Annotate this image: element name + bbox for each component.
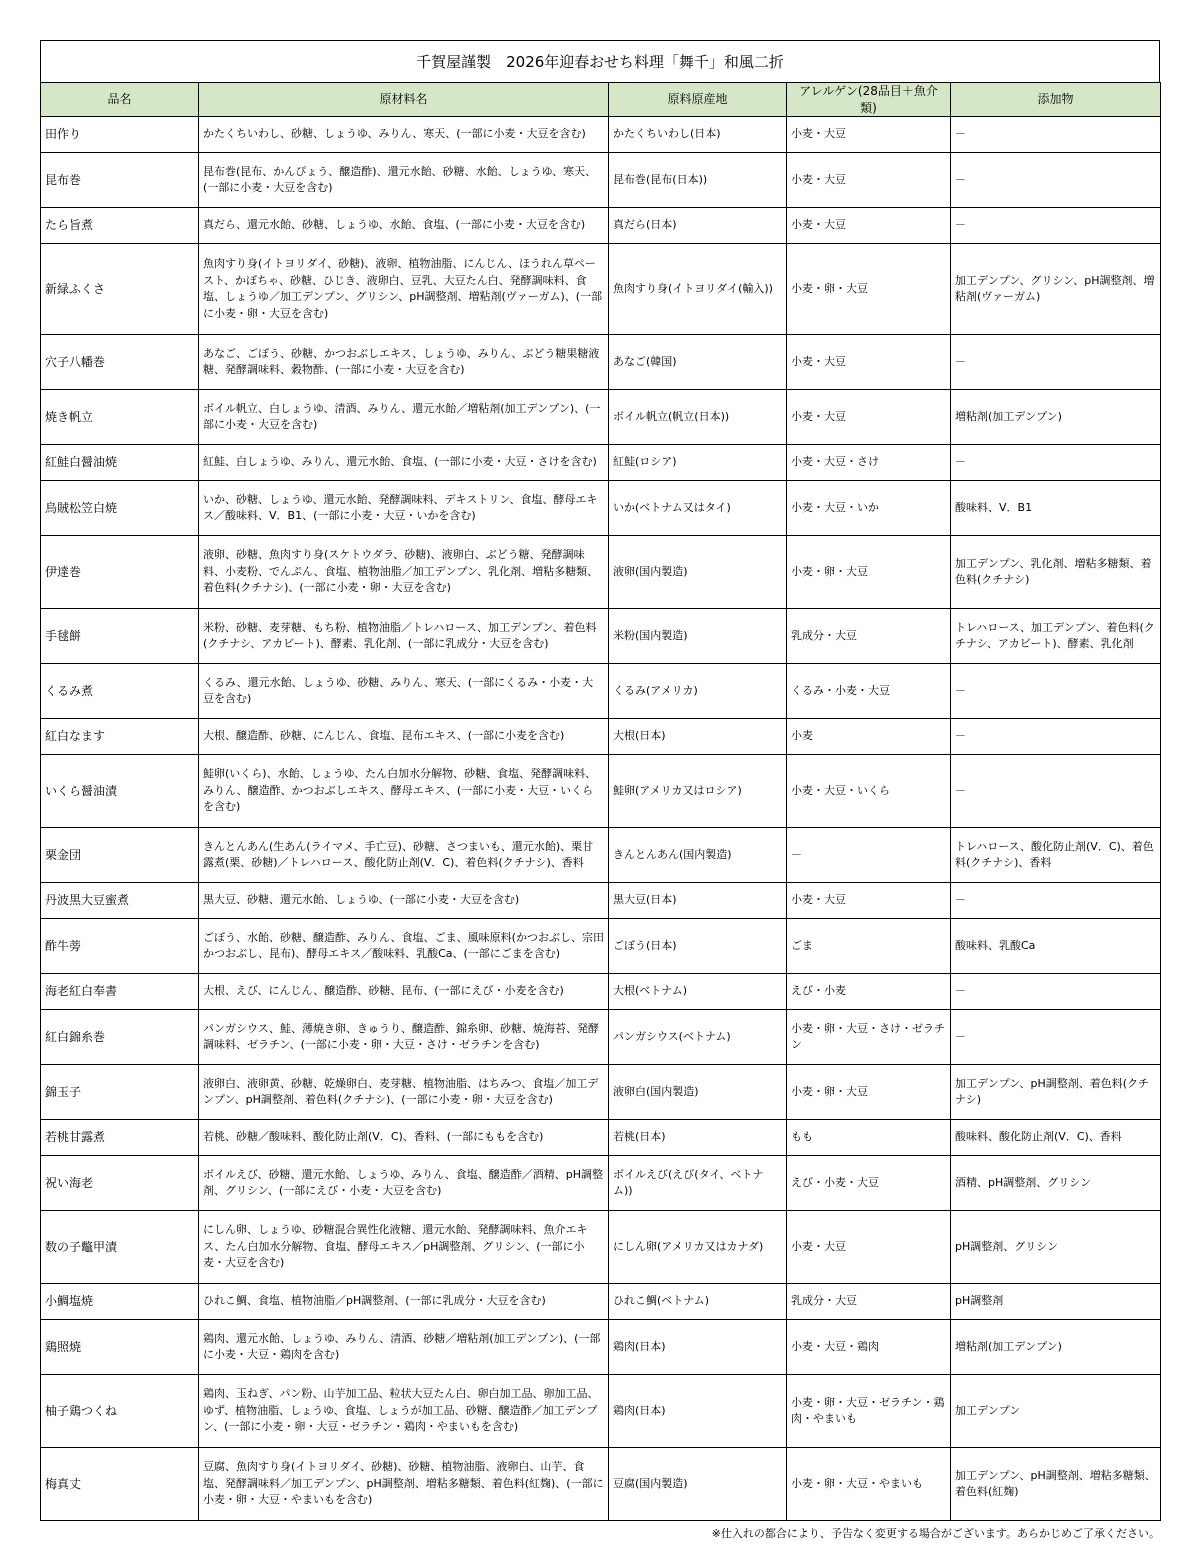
cell-name: 数の子鼈甲漬 [41,1211,199,1284]
cell-name: 昆布巻 [41,153,199,208]
table-row [41,755,1161,828]
cell-additives: 増粘剤(加工デンプン) [951,390,1161,445]
table-row [41,919,1161,974]
cell-allergens: 小麦 [787,719,951,755]
cell-additives: － [951,153,1161,208]
cell-allergens: えび・小麦・大豆 [787,1156,951,1211]
table-row [41,117,1161,153]
table-row [41,828,1161,883]
table-row [41,1448,1161,1521]
cell-origin: ボイル帆立(帆立(日本)) [609,390,787,445]
cell-origin: 鶏肉(日本) [609,1320,787,1375]
table-row [41,244,1161,335]
table-row [41,609,1161,664]
cell-name: 焼き帆立 [41,390,199,445]
cell-name: くるみ煮 [41,664,199,719]
cell-additives: pH調整剤、グリシン [951,1211,1161,1284]
cell-additives: トレハロース、加工デンプン、着色料(クチナシ、アカビート)、酵素、乳化剤 [951,609,1161,664]
cell-allergens: － [787,828,951,883]
cell-additives: － [951,719,1161,755]
cell-ingredients: 昆布巻(昆布、かんぴょう、醸造酢)、還元水飴、砂糖、水飴、しょうゆ、寒天、(一部に小麦・大豆を含む) [199,153,609,208]
cell-ingredients: 液卵、砂糖、魚肉すり身(スケトウダラ、砂糖)、液卵白、ぶどう糖、発酵調味料、小麦粉、でんぷん、食塩、植物油脂／加工デンプン、乳化剤、増粘多糖類、着色料(クチナシ)、(一部に小麦・卵・大豆を含む) [199,536,609,609]
cell-additives: 加工デンプン、乳化剤、増粘多糖類、着色料(クチナシ) [951,536,1161,609]
cell-ingredients: くるみ、還元水飴、しょうゆ、砂糖、みりん、寒天、(一部にくるみ・小麦・大豆を含む) [199,664,609,719]
cell-ingredients: ごぼう、水飴、砂糖、醸造酢、みりん、食塩、ごま、風味原料(かつおぶし、宗田かつおぶし、昆布)、酵母エキス／酸味料、乳酸Ca、(一部にごまを含む) [199,919,609,974]
cell-name: 錦玉子 [41,1065,199,1120]
cell-ingredients: 若桃、砂糖／酸味料、酸化防止剤(V．C)、香料、(一部にももを含む) [199,1120,609,1156]
cell-additives: － [951,664,1161,719]
cell-name: 紅鮭白醤油焼 [41,445,199,481]
table-row [41,208,1161,244]
cell-origin: ごぼう(日本) [609,919,787,974]
table-row [41,335,1161,390]
cell-origin: くるみ(アメリカ) [609,664,787,719]
cell-ingredients: あなご、ごぼう、砂糖、かつおぶしエキス、しょうゆ、みりん、ぶどう糖果糖液糖、発酵調味料、穀物酢、(一部に小麦・大豆を含む) [199,335,609,390]
cell-allergens: 小麦・卵・大豆・ゼラチン・鶏肉・やまいも [787,1375,951,1448]
cell-additives: トレハロース、酸化防止剤(V．C)、着色料(クチナシ)、香料 [951,828,1161,883]
cell-origin: 豆腐(国内製造) [609,1448,787,1521]
cell-allergens: 小麦・大豆 [787,390,951,445]
cell-name: 穴子八幡巻 [41,335,199,390]
cell-ingredients: 真だら、還元水飴、砂糖、しょうゆ、水飴、食塩、(一部に小麦・大豆を含む) [199,208,609,244]
table-row [41,883,1161,919]
cell-additives: 酸味料、酸化防止剤(V．C)、香料 [951,1120,1161,1156]
table-row [41,1120,1161,1156]
cell-ingredients: きんとんあん(生あん(ライマメ、手亡豆)、砂糖、さつまいも、還元水飴)、栗甘露煮(栗、砂糖)／トレハロース、酸化防止剤(V．C)、着色料(クチナシ)、香料 [199,828,609,883]
cell-origin: パンガシウス(ベトナム) [609,1010,787,1065]
cell-name: 烏賊松笠白焼 [41,481,199,536]
cell-additives: 酒精、pH調整剤、グリシン [951,1156,1161,1211]
cell-allergens: 小麦・大豆 [787,117,951,153]
cell-allergens: 小麦・大豆・さけ [787,445,951,481]
cell-name: いくら醤油漬 [41,755,199,828]
footnote: ※仕入れの都合により、予告なく変更する場合がございます。あらかじめご了承ください。 [711,1527,1160,1540]
cell-ingredients: 鮭卵(いくら)、水飴、しょうゆ、たん白加水分解物、砂糖、食塩、発酵調味料、みりん、醸造酢、かつおぶしエキス、酵母エキス、(一部に小麦・大豆・いくらを含む) [199,755,609,828]
cell-allergens: 小麦・卵・大豆・やまいも [787,1448,951,1521]
cell-ingredients: かたくちいわし、砂糖、しょうゆ、みりん、寒天、(一部に小麦・大豆を含む) [199,117,609,153]
table-row [41,1375,1161,1448]
cell-ingredients: 魚肉すり身(イトヨリダイ、砂糖)、液卵、植物油脂、にんじん、ほうれん草ペースト、かぼちゃ、砂糖、ひじき、液卵白、豆乳、大豆たん白、発酵調味料、食塩、しょうゆ／加工デンプン、グリシン、pH調整剤、増粘剤(ヴァーガム)、(一部に小麦・卵・大豆を含む) [199,244,609,335]
cell-allergens: 小麦・大豆 [787,208,951,244]
cell-allergens: 小麦・大豆 [787,335,951,390]
cell-additives: － [951,883,1161,919]
cell-origin: 真だら(日本) [609,208,787,244]
cell-allergens: 乳成分・大豆 [787,609,951,664]
cell-allergens: もも [787,1120,951,1156]
cell-origin: 大根(ベトナム) [609,974,787,1010]
cell-origin: 鶏肉(日本) [609,1375,787,1448]
cell-origin: かたくちいわし(日本) [609,117,787,153]
table-row [41,974,1161,1010]
cell-origin: ひれこ鯛(ベトナム) [609,1284,787,1320]
cell-name: 若桃甘露煮 [41,1120,199,1156]
header-row [41,83,1161,117]
table-row [41,1156,1161,1211]
cell-name: 伊達巻 [41,536,199,609]
table-row [41,445,1161,481]
allergen-sheet [40,40,1160,1540]
header-ingredients: 原材料名 [199,83,609,117]
table-row [41,536,1161,609]
cell-origin: 紅鮭(ロシア) [609,445,787,481]
cell-ingredients: 鶏肉、還元水飴、しょうゆ、みりん、清酒、砂糖／増粘剤(加工デンプン)、(一部に小麦・大豆・鶏肉を含む) [199,1320,609,1375]
cell-additives: 加工デンプン、pH調整剤、増粘多糖類、着色料(紅麹) [951,1448,1161,1521]
cell-origin: きんとんあん(国内製造) [609,828,787,883]
ingredients-table [40,82,1161,1521]
table-row [41,1284,1161,1320]
cell-additives: 加工デンプン、pH調整剤、着色料(クチナシ) [951,1065,1161,1120]
cell-allergens: 小麦・大豆 [787,1211,951,1284]
cell-additives: － [951,335,1161,390]
cell-name: たら旨煮 [41,208,199,244]
cell-allergens: ごま [787,919,951,974]
cell-additives: － [951,445,1161,481]
cell-additives: pH調整剤 [951,1284,1161,1320]
cell-origin: 米粉(国内製造) [609,609,787,664]
cell-ingredients: 大根、えび、にんじん、醸造酢、砂糖、昆布、(一部にえび・小麦を含む) [199,974,609,1010]
cell-name: 丹波黒大豆蜜煮 [41,883,199,919]
cell-allergens: 小麦・大豆・鶏肉 [787,1320,951,1375]
table-row [41,1320,1161,1375]
cell-ingredients: 鶏肉、玉ねぎ、パン粉、山芋加工品、粒状大豆たん白、卵白加工品、卵加工品、ゆず、植物油脂、しょうゆ、食塩、しょうが加工品、砂糖、醸造酢／加工デンプン、(一部に小麦・卵・大豆・ゼラチン・鶏肉・やまいもを含む) [199,1375,609,1448]
cell-origin: 黒大豆(日本) [609,883,787,919]
cell-name: 田作り [41,117,199,153]
cell-ingredients: パンガシウス、鮭、薄焼き卵、きゅうり、醸造酢、錦糸卵、砂糖、焼海苔、発酵調味料、ゼラチン、(一部に小麦・卵・大豆・さけ・ゼラチンを含む) [199,1010,609,1065]
cell-origin: ボイルえび(えび(タイ、ベトナム)) [609,1156,787,1211]
cell-allergens: 小麦・大豆 [787,153,951,208]
cell-ingredients: 大根、醸造酢、砂糖、にんじん、食塩、昆布エキス、(一部に小麦を含む) [199,719,609,755]
cell-origin: 液卵白(国内製造) [609,1065,787,1120]
cell-origin: 昆布巻(昆布(日本)) [609,153,787,208]
cell-name: 酢牛蒡 [41,919,199,974]
cell-additives: 加工デンプン [951,1375,1161,1448]
cell-additives: － [951,1010,1161,1065]
cell-allergens: えび・小麦 [787,974,951,1010]
cell-additives: 酸味料、V．B1 [951,481,1161,536]
cell-name: 海老紅白奉書 [41,974,199,1010]
cell-allergens: 小麦・卵・大豆 [787,244,951,335]
header-origin: 原料原産地 [609,83,787,117]
table-row [41,1065,1161,1120]
cell-ingredients: 黒大豆、砂糖、還元水飴、しょうゆ、(一部に小麦・大豆を含む) [199,883,609,919]
cell-name: 手毬餅 [41,609,199,664]
cell-allergens: 小麦・卵・大豆・さけ・ゼラチン [787,1010,951,1065]
cell-ingredients: ボイルえび、砂糖、還元水飴、しょうゆ、みりん、食塩、醸造酢／酒精、pH調整剤、グリシン、(一部にえび・小麦・大豆を含む) [199,1156,609,1211]
cell-ingredients: 米粉、砂糖、麦芽糖、もち粉、植物油脂／トレハロース、加工デンプン、着色料(クチナシ、アカビート)、酵素、乳化剤、(一部に乳成分・大豆を含む) [199,609,609,664]
cell-origin: 若桃(日本) [609,1120,787,1156]
document-title: 千賀屋謹製 2026年迎春おせち料理「舞千」和風二折 [40,40,1160,82]
table-row [41,390,1161,445]
cell-name: 紅白なます [41,719,199,755]
cell-name: 柚子鶏つくね [41,1375,199,1448]
cell-ingredients: にしん卵、しょうゆ、砂糖混合異性化液糖、還元水飴、発酵調味料、魚介エキス、たん白加水分解物、食塩、酵母エキス／pH調整剤、グリシン、(一部に小麦・大豆を含む) [199,1211,609,1284]
cell-allergens: 乳成分・大豆 [787,1284,951,1320]
cell-additives: － [951,974,1161,1010]
cell-allergens: 小麦・卵・大豆 [787,536,951,609]
table-row [41,719,1161,755]
table-row [41,1211,1161,1284]
cell-origin: にしん卵(アメリカ又はカナダ) [609,1211,787,1284]
table-row [41,664,1161,719]
cell-name: 小鯛塩焼 [41,1284,199,1320]
cell-ingredients: 紅鮭、白しょうゆ、みりん、還元水飴、食塩、(一部に小麦・大豆・さけを含む) [199,445,609,481]
cell-additives: － [951,117,1161,153]
cell-ingredients: ひれこ鯛、食塩、植物油脂／pH調整剤、(一部に乳成分・大豆を含む) [199,1284,609,1320]
cell-additives: － [951,755,1161,828]
cell-origin: 魚肉すり身(イトヨリダイ(輸入)) [609,244,787,335]
cell-additives: － [951,208,1161,244]
cell-ingredients: 豆腐、魚肉すり身(イトヨリダイ、砂糖)、砂糖、植物油脂、液卵白、山芋、食塩、発酵調味料／加工デンプン、pH調整剤、増粘多糖類、着色料(紅麹)、(一部に小麦・卵・大豆・やまいもを含む) [199,1448,609,1521]
cell-name: 鶏照焼 [41,1320,199,1375]
cell-origin: 液卵(国内製造) [609,536,787,609]
cell-additives: 増粘剤(加工デンプン) [951,1320,1161,1375]
cell-origin: いか(ベトナム又はタイ) [609,481,787,536]
cell-name: 祝い海老 [41,1156,199,1211]
header-additives: 添加物 [951,83,1161,117]
cell-additives: 加工デンプン、グリシン、pH調整剤、増粘剤(ヴァーガム) [951,244,1161,335]
cell-name: 栗金団 [41,828,199,883]
cell-origin: あなご(韓国) [609,335,787,390]
cell-allergens: くるみ・小麦・大豆 [787,664,951,719]
cell-ingredients: ボイル帆立、白しょうゆ、清酒、みりん、還元水飴／増粘剤(加工デンプン)、(一部に小麦・大豆を含む) [199,390,609,445]
header-name: 品名 [41,83,199,117]
cell-origin: 大根(日本) [609,719,787,755]
cell-ingredients: 液卵白、液卵黄、砂糖、乾燥卵白、麦芽糖、植物油脂、はちみつ、食塩／加工デンプン、pH調整剤、着色料(クチナシ)、(一部に小麦・卵・大豆を含む) [199,1065,609,1120]
cell-name: 梅真丈 [41,1448,199,1521]
cell-name: 紅白錦糸巻 [41,1010,199,1065]
cell-allergens: 小麦・卵・大豆 [787,1065,951,1120]
cell-allergens: 小麦・大豆・いくら [787,755,951,828]
cell-allergens: 小麦・大豆・いか [787,481,951,536]
cell-ingredients: いか、砂糖、しょうゆ、還元水飴、発酵調味料、デキストリン、食塩、酵母エキス／酸味料、V．B1、(一部に小麦・大豆・いかを含む) [199,481,609,536]
table-row [41,481,1161,536]
table-row [41,1010,1161,1065]
cell-origin: 鮭卵(アメリカ又はロシア) [609,755,787,828]
header-allergens: アレルゲン(28品目＋魚介類) [787,83,951,117]
table-row [41,153,1161,208]
cell-additives: 酸味料、乳酸Ca [951,919,1161,974]
cell-name: 新緑ふくさ [41,244,199,335]
cell-allergens: 小麦・大豆 [787,883,951,919]
